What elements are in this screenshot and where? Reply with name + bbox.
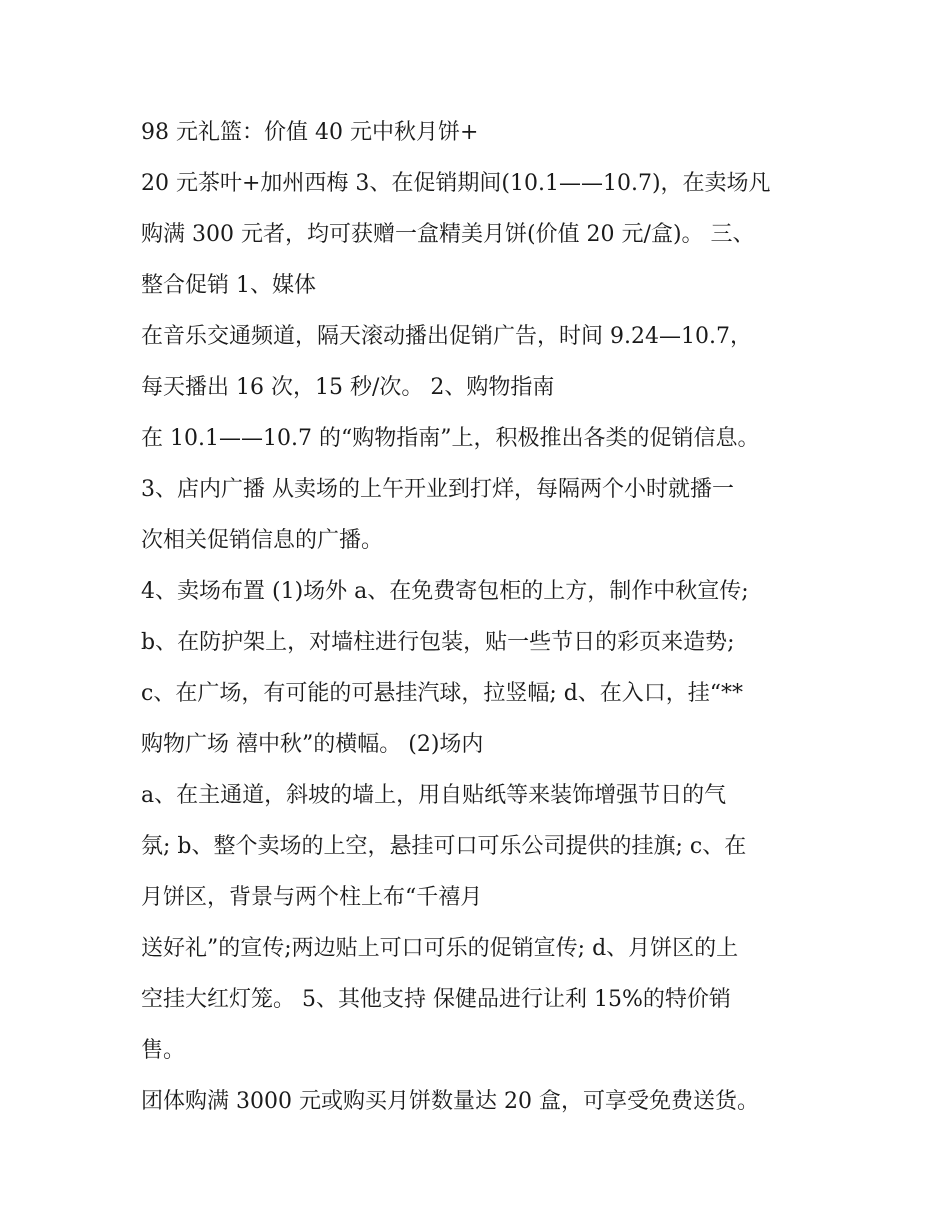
text-line-5: 在音乐交通频道，隔天滚动播出促销广告，时间 9.24—10.7， (141, 324, 752, 349)
text-line-4: 整合促销 1、媒体 (141, 273, 316, 298)
text-line-10: 4、卖场布置 (1)场外 a、在免费寄包柜的上方，制作中秋宣传; (141, 579, 749, 604)
text-line-8: 3、店内广播 从卖场的上午开业到打烊，每隔两个小时就播一 (141, 477, 734, 502)
text-line-17: 送好礼”的宣传;两边贴上可口可乐的促销宣传; d、月饼区的上 (141, 936, 739, 961)
text-line-14: a、在主通道，斜坡的墙上，用自贴纸等来装饰增强节日的气 (141, 783, 727, 808)
text-line-6: 每天播出 16 次，15 秒/次。 2、购物指南 (141, 375, 555, 400)
text-line-2: 20 元茶叶+加州西梅 3、在促销期间(10.1——10.7)，在卖场凡 (141, 171, 771, 196)
document-body (141, 107, 821, 1127)
text-line-20: 团体购满 3000 元或购买月饼数量达 20 盒，可享受免费送货。 (141, 1089, 759, 1114)
text-line-15: 氛; b、整个卖场的上空，悬挂可口可乐公司提供的挂旗; c、在 (141, 834, 747, 859)
text-line-12: c、在广场，有可能的可悬挂汽球，拉竖幅; d、在入口，挂“** (141, 681, 744, 706)
text-line-7: 在 10.1——10.7 的“购物指南”上，积极推出各类的促销信息。 (141, 426, 760, 451)
text-line-1: 98 元礼篮：价值 40 元中秋月饼+ (141, 120, 479, 145)
text-line-11: b、在防护架上，对墙柱进行包装，贴一些节日的彩页来造势; (141, 630, 735, 655)
text-line-19: 售。 (141, 1038, 186, 1063)
text-line-18: 空挂大红灯笼。 5、其他支持 保健品进行让利 15%的特价销 (141, 987, 731, 1012)
text-line-16: 月饼区，背景与两个柱上布“千禧月 (141, 885, 483, 910)
text-line-9: 次相关促销信息的广播。 (141, 528, 384, 553)
text-line-13: 购物广场 禧中秋”的横幅。 (2)场内 (141, 732, 484, 757)
text-line-3: 购满 300 元者，均可获赠一盒精美月饼(价值 20 元/盒)。 三、 (141, 222, 755, 247)
